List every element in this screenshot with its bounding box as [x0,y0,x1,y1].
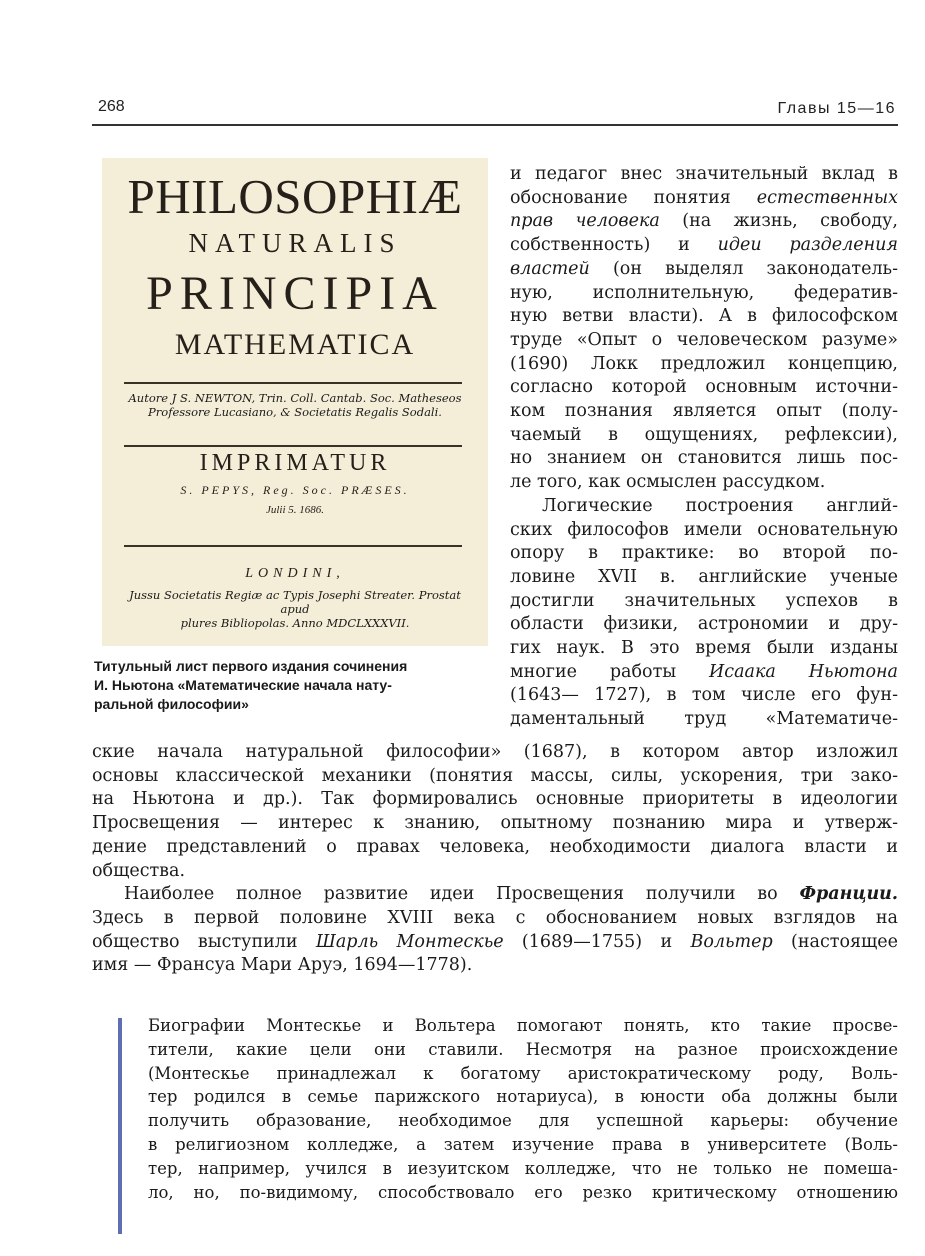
plate-imprimatur: IMPRIMATUR [199,450,391,476]
plate-pepys: S. PEPYS, Reg. Soc. PRÆSES. [180,483,410,497]
text-line: Биографии Монтескье и Вольтера помогают понять, кто такие просве- [148,1016,898,1035]
figure-caption [94,657,504,714]
text-line: чаемый в ощущениях, рефлексии), [510,424,898,445]
plate-author-line: Autore J S. NEWTON, Trin. Coll. Cantab. Soc. Matheseos [128,391,462,405]
text-line: (Монтескье принадлежал к богатому аристократическому роду, Воль- [148,1063,898,1083]
text-line: тер, например, учился в иезуитском колледже, что не только не помеша- [148,1158,898,1178]
text-line: Здесь в первой половине XVIII века с обоснованием новых взглядов на [92,907,898,928]
plate-date: Julii 5. 1686. [265,504,325,516]
page-header [92,96,898,124]
text-line: Наиболее полное развитие идеи Просвещения получили во Франции. [124,884,898,905]
text-line: ную ветви власти). А в философском [510,306,898,327]
biography-sidebar [118,1014,898,1244]
text-line: опору в практике: во второй по- [510,543,898,564]
text-line: согласно которой основным источни- [510,377,898,398]
text-line: получить образование, необходимое для успешной карьеры: обучение [148,1111,898,1131]
text-line: даментальный труд «Математиче- [510,709,898,730]
text-line: гих наук. В это время были изданы [510,638,898,659]
full-width-text [92,741,898,978]
text-line: Логические построения англий- [542,495,898,516]
plate-publisher-line: plures Bibliopolas. Anno MDCLXXXVII. [180,616,410,630]
plate-londini: LONDINI, [245,566,345,581]
text-line: властей (он выделял законодатель- [510,258,898,279]
text-line: ловине XVII в. английские ученые [510,566,898,587]
text-line: тер родился в семье парижского нотариуса), в юности оба должны были [148,1087,898,1107]
text-line: ских философов имели основательную [510,519,898,540]
text-line: (1690) Локк предложил концепцию, [510,353,898,374]
plate-publisher [120,588,470,630]
text-line: имя — Франсуа Мари Аруэ, 1694—1778). [92,955,473,976]
sidebar-accent-bar [118,1018,122,1234]
chapter-label: Главы 15—16 [777,100,896,117]
plate-author-line: Professore Lucasiano, & Societatis Regalis Sodali. [148,405,442,419]
text-line: в религиозном колледже, а затем изучение права в университете (Воль- [148,1134,898,1154]
text-line: ком познания является опыт (полу- [510,401,898,422]
text-line: общества. [92,860,186,881]
plate-title-philosophiae: PHILOSOPHIÆ [127,169,463,224]
plate-rule [124,382,462,384]
biography-text [148,1014,898,1204]
text-line: и педагог внес значительный вклад в [510,164,898,184]
right-column-text [510,163,898,732]
text-line: дение представлений о правах человека, необходимости диалога власти и [92,836,898,857]
caption-line: Титульный лист первого издания сочинения [94,658,408,674]
plate-title-mathematica: MATHEMATICA [174,328,416,361]
text-line: прав человека (на жизнь, свободу, [510,211,898,232]
text-line: Просвещения — интерес к знанию, опытному познанию мира и утверж- [92,813,898,834]
text-line: на Ньютона и др.). Так формировались основные приоритеты в идеологии [92,789,898,810]
text-line: общество выступили Шарль Монтескье (1689—1755) и Вольтер (настоящее [92,931,898,952]
plate-publisher-line: Jussu Societatis Regiæ ac Typis Josephi Streater. Prostat apud [129,588,461,616]
header-rule [92,124,898,126]
text-line: тители, какие цели они ставили. Несмотря на разное происхождение [148,1039,898,1059]
text-line: ские начала натуральной философии» (1687), в котором автор изложил [92,742,898,762]
text-line: достигли значительных успехов в [510,590,898,611]
plate-rule [124,445,462,447]
text-line: области физики, астрономии и дру- [510,614,898,635]
plate-title-principia: PRINCIPIA [146,267,444,320]
text-line: ло, но, по-видимому, способствовало его резко критическому отношению [148,1182,898,1202]
text-line: основы классической механики (понятия массы, силы, ускорения, три зако- [92,765,898,786]
page-number: 268 [98,98,125,115]
plate-author [120,391,470,419]
principia-title-page-image [102,158,488,646]
text-line: многие работы Исаака Ньютона [510,661,898,682]
caption-line: ральной философии» [94,696,249,712]
plate-rule [124,545,462,547]
text-line: собственность) и идеи разделения [510,235,898,256]
plate-title-naturalis: NATURALIS [188,228,402,258]
text-line: ле того, как осмыслен рассудком. [510,472,826,493]
text-line: труде «Опыт о человеческом разуме» [510,329,898,350]
text-line: ную, исполнительную, федератив- [510,282,898,303]
text-line: обоснование понятия естественных [510,187,898,208]
caption-line: И. Ньютона «Математические начала нату- [94,677,392,693]
text-line: (1643— 1727), в том числе его фун- [510,685,898,706]
text-line: но знанием он становится лишь пос- [510,448,898,469]
